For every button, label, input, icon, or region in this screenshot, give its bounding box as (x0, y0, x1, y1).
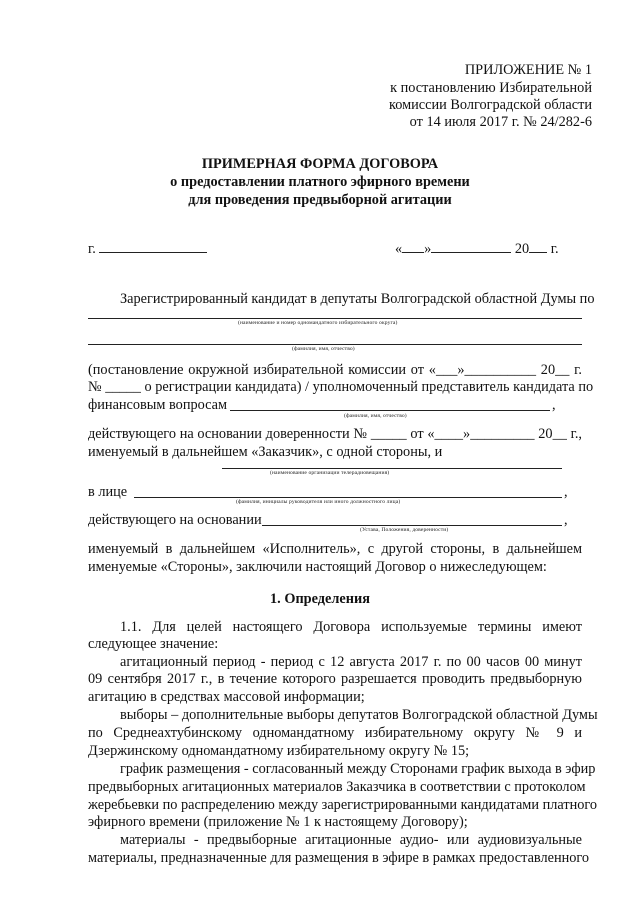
fio-caption-1: (фамилия, имя, отчество) (292, 346, 355, 352)
comma-3: , (564, 512, 568, 528)
schedule-1: график размещения - согласованный между Сторонами график выхода в эфир (120, 761, 596, 777)
date-field (395, 240, 559, 258)
campaign-period-3: агитацию в средствах массовой информации; (88, 689, 365, 705)
acting-basis-label: действующего на основании (88, 512, 262, 528)
month-blank (431, 240, 511, 253)
city-prefix: г. (88, 241, 96, 257)
organization-caption: (наименование организации телерадиовещания) (270, 470, 390, 476)
organization-blank (222, 468, 562, 469)
appendix-ref-line3: от 14 июля 2017 г. № 24/282-6 (409, 114, 592, 130)
financial-label: финансовым вопросам (88, 397, 228, 413)
decree-line-1: (постановление окружной избирательной комиссии от «___»__________ 20__ г. (88, 362, 582, 378)
appendix-ref-line1: к постановлению Избирательной (390, 80, 592, 96)
head-blank (134, 497, 562, 498)
customer-line: именуемый в дальнейшем «Заказчик», с одной стороны, и (88, 444, 443, 460)
executor-line-1: именуемый в дальнейшем «Исполнитель», с другой стороны, в дальнейшем (88, 541, 582, 557)
head-caption: (фамилия, инициалы руководителя или иного должностного лица) (236, 499, 401, 505)
district-blank (88, 318, 582, 319)
elections-1: выборы – дополнительные выборы депутатов Волгоградской областной Думы (120, 707, 598, 723)
fio-blank-2 (230, 410, 550, 411)
basis-caption: (Устава, Положения, доверенности) (360, 527, 449, 533)
city-blank (99, 240, 207, 253)
campaign-period-1: агитационный период - период с 12 августа 2017 г. по 00 часов 00 минут (120, 654, 582, 670)
document-subtitle-1: о предоставлении платного эфирного времени (170, 174, 470, 190)
year-suffix: г. (550, 241, 559, 257)
date-quote-open: « (395, 241, 403, 257)
appendix-ref-line2: комиссии Волгоградской области (388, 97, 592, 113)
section-heading: 1. Определения (270, 591, 370, 607)
campaign-period-2: 09 сентября 2017 г., в течение которого разрешается проводить предвыборную (88, 671, 582, 687)
attorney-line: действующего на основании доверенности № _____ от «____»_________ 20__ г., (88, 426, 582, 442)
schedule-2: предвыборных агитационных материалов Заказчика в соответствии с протоколом (88, 779, 586, 795)
day-blank (402, 240, 424, 253)
schedule-3: жеребьевки по распределению между зарегистрированными кандидатами платного (88, 797, 598, 813)
materials-2: материалы, предназначенные для размещения в эфире в рамках предоставленного (88, 850, 590, 866)
comma-2: , (564, 484, 568, 500)
basis-blank (262, 525, 562, 526)
document-subtitle-2: для проведения предвыборной агитации (188, 192, 452, 208)
definition-intro-1: 1.1. Для целей настоящего Договора используемые термины имеют (120, 619, 582, 635)
appendix-title: ПРИЛОЖЕНИЕ № 1 (464, 62, 592, 78)
decree-line-2: № _____ о регистрации кандидата) / уполномоченный представитель кандидата по (88, 379, 594, 395)
district-caption: (наименование и номер одномандатного избирательного округа) (238, 320, 398, 326)
in-person-label: в лице (88, 484, 128, 500)
city-field (88, 240, 207, 258)
executor-line-2: именуемые «Стороны», заключили настоящий Договор о нижеследующем: (88, 559, 547, 575)
definition-intro-2: следующее значение: (88, 636, 219, 652)
schedule-4: эфирного времени (приложение № 1 к настоящему Договору); (88, 814, 468, 830)
materials-1: материалы - предвыборные агитационные аудио- или аудиовизуальные (120, 832, 582, 848)
date-quote-close: » (424, 241, 432, 257)
elections-3: Дзержинскому одномандатному избирательному округу № 15; (88, 743, 470, 759)
comma-1: , (552, 397, 556, 413)
intro-line: Зарегистрированный кандидат в депутаты Волгоградской областной Думы по (120, 291, 595, 307)
year-blank (529, 240, 547, 253)
elections-2: по Среднеахтубинскому одномандатному избирательному округу № 9 и (88, 725, 582, 741)
fio-blank-1 (88, 344, 582, 345)
year-prefix: 20 (514, 241, 530, 257)
document-title: ПРИМЕРНАЯ ФОРМА ДОГОВОРА (201, 156, 439, 172)
fio-caption-2: (фамилия, имя, отчество) (344, 413, 407, 419)
